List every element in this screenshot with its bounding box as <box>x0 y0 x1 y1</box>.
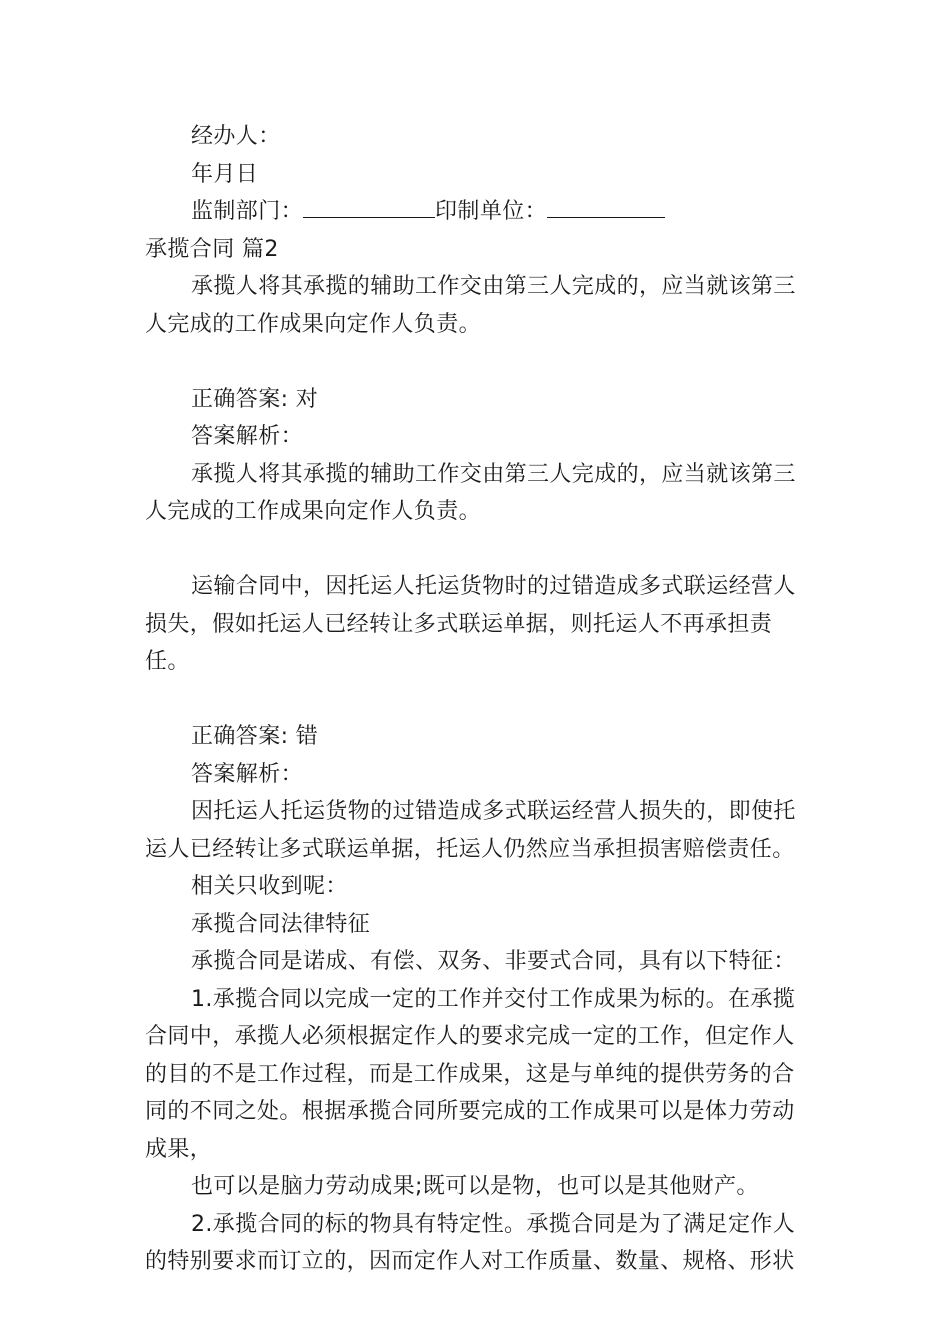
point-1: 1.承揽合同以完成一定的工作并交付工作成果为标的。在承揽合同中，承揽人必须根据定作人的要求完成一定的工作，但定作人的目的不是工作过程，而是工作成果，这是与单纯的提供劳务的合同的不同之处。根据承揽合同所要完成的工作成果可以是体力劳动成果， <box>145 986 796 1162</box>
q1-answer: 正确答案: 对 <box>191 386 319 412</box>
intro-paragraph: 承揽合同是诺成、有偿、双务、非要式合同，具有以下特征： <box>191 949 796 974</box>
agent-label: 经办人： <box>191 124 281 149</box>
related-line: 相关只收到呢： <box>191 874 348 899</box>
signature-line <box>145 193 810 231</box>
section-title: 承揽合同 篇2 <box>145 236 279 262</box>
point-2: 2.承揽合同的标的物具有特定性。承揽合同是为了满足定作人的特别要求而订立的，因而定作人对工作质量、数量、规格、形状 <box>145 1211 796 1274</box>
point-1-continued: 也可以是脑力劳动成果;既可以是物，也可以是其他财产。 <box>191 1174 759 1199</box>
q1-analysis-label: 答案解析： <box>191 424 304 449</box>
q1-statement: 承揽人将其承揽的辅助工作交由第三人完成的，应当就该第三人完成的工作成果向定作人负责。 <box>145 274 796 337</box>
spacer <box>145 681 810 719</box>
spacer <box>145 343 810 381</box>
spacer <box>145 531 810 569</box>
supervisor-label: 监制部门： <box>191 199 304 224</box>
supervisor-blank <box>303 197 435 218</box>
q2-analysis: 因托运人托运货物的过错造成多式联运经营人损失的，即使托运人已经转让多式联运单据，托运人仍然应当承担损害赔偿责任。 <box>145 799 796 862</box>
q2-statement: 运输合同中，因托运人托运货物时的过错造成多式联运经营人损失，假如托运人已经转让多式联运单据，则托运人不再承担责任。 <box>145 574 796 674</box>
q2-answer: 正确答案: 错 <box>191 724 319 749</box>
document-page <box>145 118 810 1281</box>
q1-analysis: 承揽人将其承揽的辅助工作交由第三人完成的，应当就该第三人完成的工作成果向定作人负责。 <box>145 461 796 524</box>
printer-label: 印制单位： <box>435 199 548 224</box>
topic-heading: 承揽合同法律特征 <box>191 911 371 937</box>
printer-blank <box>547 197 665 218</box>
q2-analysis-label: 答案解析： <box>191 761 304 787</box>
date-label: 年月日 <box>191 161 259 187</box>
